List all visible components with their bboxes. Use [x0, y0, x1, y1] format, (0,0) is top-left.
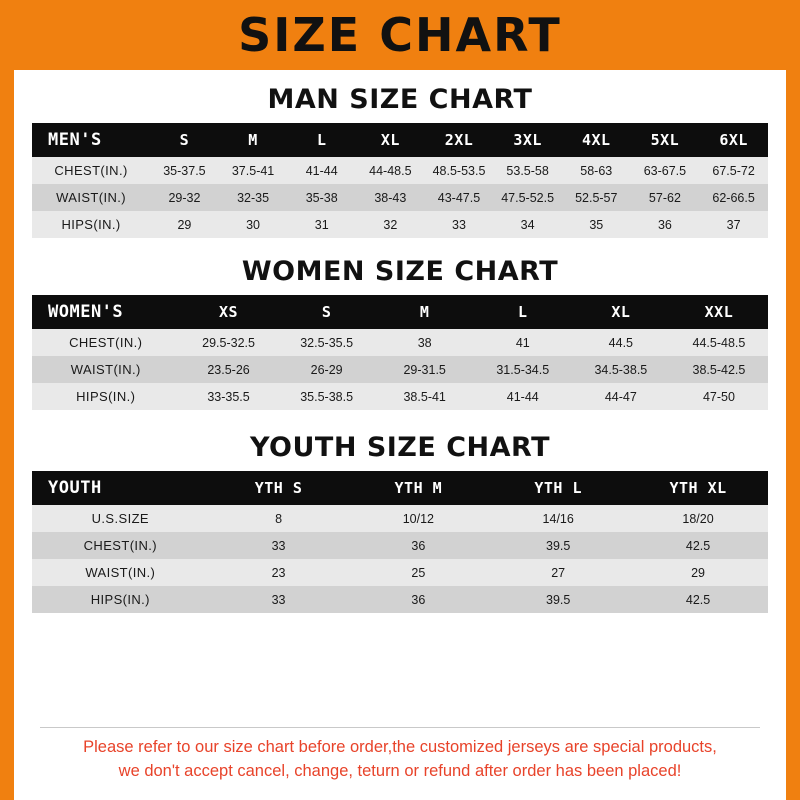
cell: 44.5: [608, 335, 634, 350]
footer-line-1: Please refer to our size chart before order,the customized jerseys are special products,: [83, 738, 717, 757]
cell: 36: [411, 592, 426, 607]
women-row-hips-label: HIPS(IN.): [76, 389, 136, 404]
table-row: [32, 184, 768, 211]
cell: 35-37.5: [163, 163, 206, 178]
table-row: [32, 356, 768, 383]
cell: 58-63: [580, 163, 613, 178]
cell: 34.5-38.5: [594, 362, 648, 377]
man-header-4xl: 4XL: [581, 131, 611, 149]
cell: 10/12: [402, 511, 434, 526]
women-header-xl: XL: [611, 303, 631, 321]
man-header-5xl: 5XL: [650, 131, 680, 149]
cell: 36: [411, 538, 426, 553]
footer-divider: [40, 727, 760, 728]
cell: 63-67.5: [643, 163, 687, 178]
cell: 39.5: [546, 538, 571, 553]
cell: 31.5-34.5: [496, 362, 550, 377]
youth-size-table-wrap: [14, 471, 786, 613]
cell: 44.5-48.5: [692, 335, 746, 350]
women-size-table: [32, 295, 768, 410]
footer-line-2: we don't accept cancel, change, teturn or refund after order has been placed!: [118, 762, 682, 781]
cell: 42.5: [685, 592, 711, 607]
table-row: [32, 586, 768, 613]
women-row-waist-label: WAIST(IN.): [70, 362, 141, 377]
cell: 41: [515, 335, 530, 350]
footer-note: [14, 717, 786, 800]
man-row-chest-label: CHEST(IN.): [54, 163, 128, 178]
cell: 29-32: [168, 190, 201, 205]
table-row: [32, 505, 768, 532]
cell: 33: [271, 538, 286, 553]
women-header-label: WOMEN'S: [48, 302, 124, 322]
cell: 43-47.5: [437, 190, 481, 205]
youth-size-table: [32, 471, 768, 613]
women-size-table-wrap: [14, 295, 786, 410]
cell: 29: [177, 217, 192, 232]
youth-header-l: YTH L: [534, 479, 583, 497]
cell: 48.5-53.5: [432, 163, 486, 178]
women-header-xxl: XXL: [704, 303, 734, 321]
cell: 39.5: [546, 592, 571, 607]
cell: 25: [411, 565, 426, 580]
table-row: [32, 383, 768, 410]
man-row-hips-label: HIPS(IN.): [61, 217, 121, 232]
man-header-m: M: [248, 131, 258, 149]
cell: 14/16: [542, 511, 574, 526]
youth-section-title: YOUTH SIZE CHART: [249, 432, 551, 463]
man-row-waist-label: WAIST(IN.): [56, 190, 127, 205]
women-header-xs: XS: [219, 303, 239, 321]
banner: [0, 0, 800, 70]
cell: 38-43: [374, 190, 407, 205]
man-table-header-row: [32, 123, 768, 157]
cell: 57-62: [648, 190, 681, 205]
cell: 41-44: [506, 389, 539, 404]
cell: 23: [271, 565, 286, 580]
table-row: [32, 559, 768, 586]
cell: 44-48.5: [369, 163, 412, 178]
women-header-m: M: [419, 303, 430, 321]
man-header-3xl: 3XL: [513, 131, 542, 149]
cell: 29-31.5: [403, 362, 446, 377]
women-table-header-row: [32, 295, 768, 329]
youth-header-label: YOUTH: [48, 478, 102, 498]
cell: 47.5-52.5: [501, 190, 555, 205]
cell: 35-38: [305, 190, 338, 205]
man-header-6xl: 6XL: [719, 131, 748, 149]
man-header-2xl: 2XL: [444, 131, 474, 149]
cell: 36: [657, 217, 672, 232]
table-row: [32, 211, 768, 238]
table-row: [32, 329, 768, 356]
cell: 37: [726, 217, 741, 232]
cell: 41-44: [305, 163, 338, 178]
cell: 35: [589, 217, 604, 232]
women-header-s: S: [321, 303, 332, 321]
man-header-label: MEN'S: [48, 130, 102, 150]
cell: 33: [271, 592, 286, 607]
women-section-title: WOMEN SIZE CHART: [241, 256, 559, 287]
cell: 37.5-41: [231, 163, 275, 178]
youth-row-chest-label: CHEST(IN.): [83, 538, 157, 553]
table-row: [32, 157, 768, 184]
man-size-table: [32, 123, 768, 238]
cell: 29.5-32.5: [202, 335, 255, 350]
women-header-l: L: [518, 303, 528, 321]
cell: 44-47: [604, 389, 637, 404]
man-header-s: S: [179, 131, 190, 149]
cell: 32-35: [237, 190, 270, 205]
cell: 52.5-57: [575, 190, 618, 205]
cell: 8: [275, 511, 283, 526]
cell: 38: [417, 335, 432, 350]
cell: 38.5-41: [403, 389, 446, 404]
cell: 26-29: [310, 362, 343, 377]
cell: 33: [452, 217, 466, 232]
youth-header-xl: YTH XL: [669, 479, 727, 497]
youth-header-s: YTH S: [254, 479, 303, 497]
banner-title: SIZE CHART: [238, 8, 562, 62]
cell: 23.5-26: [207, 362, 250, 377]
man-section-title: MAN SIZE CHART: [267, 84, 533, 115]
cell: 32.5-35.5: [300, 335, 354, 350]
man-size-table-wrap: [14, 123, 786, 238]
cell: 29: [691, 565, 705, 580]
cell: 47-50: [702, 389, 735, 404]
youth-row-hips-label: HIPS(IN.): [90, 592, 150, 607]
cell: 30: [246, 217, 261, 232]
youth-table-header-row: [32, 471, 768, 505]
cell: 67.5-72: [712, 163, 755, 178]
women-row-chest-label: CHEST(IN.): [69, 335, 143, 350]
table-row: [32, 532, 768, 559]
youth-header-m: YTH M: [394, 479, 443, 497]
youth-row-ussize-label: U.S.SIZE: [91, 511, 149, 526]
cell: 18/20: [682, 511, 714, 526]
cell: 62-66.5: [712, 190, 755, 205]
cell: 34: [520, 217, 535, 232]
cell: 35.5-38.5: [300, 389, 354, 404]
cell: 33-35.5: [207, 389, 250, 404]
youth-row-waist-label: WAIST(IN.): [85, 565, 156, 580]
cell: 27: [551, 565, 566, 580]
cell: 42.5: [685, 538, 711, 553]
cell: 53.5-58: [506, 163, 549, 178]
man-header-xl: XL: [380, 131, 400, 149]
cell: 32: [383, 217, 398, 232]
cell: 31: [314, 217, 329, 232]
man-header-l: L: [316, 131, 327, 149]
cell: 38.5-42.5: [692, 362, 746, 377]
